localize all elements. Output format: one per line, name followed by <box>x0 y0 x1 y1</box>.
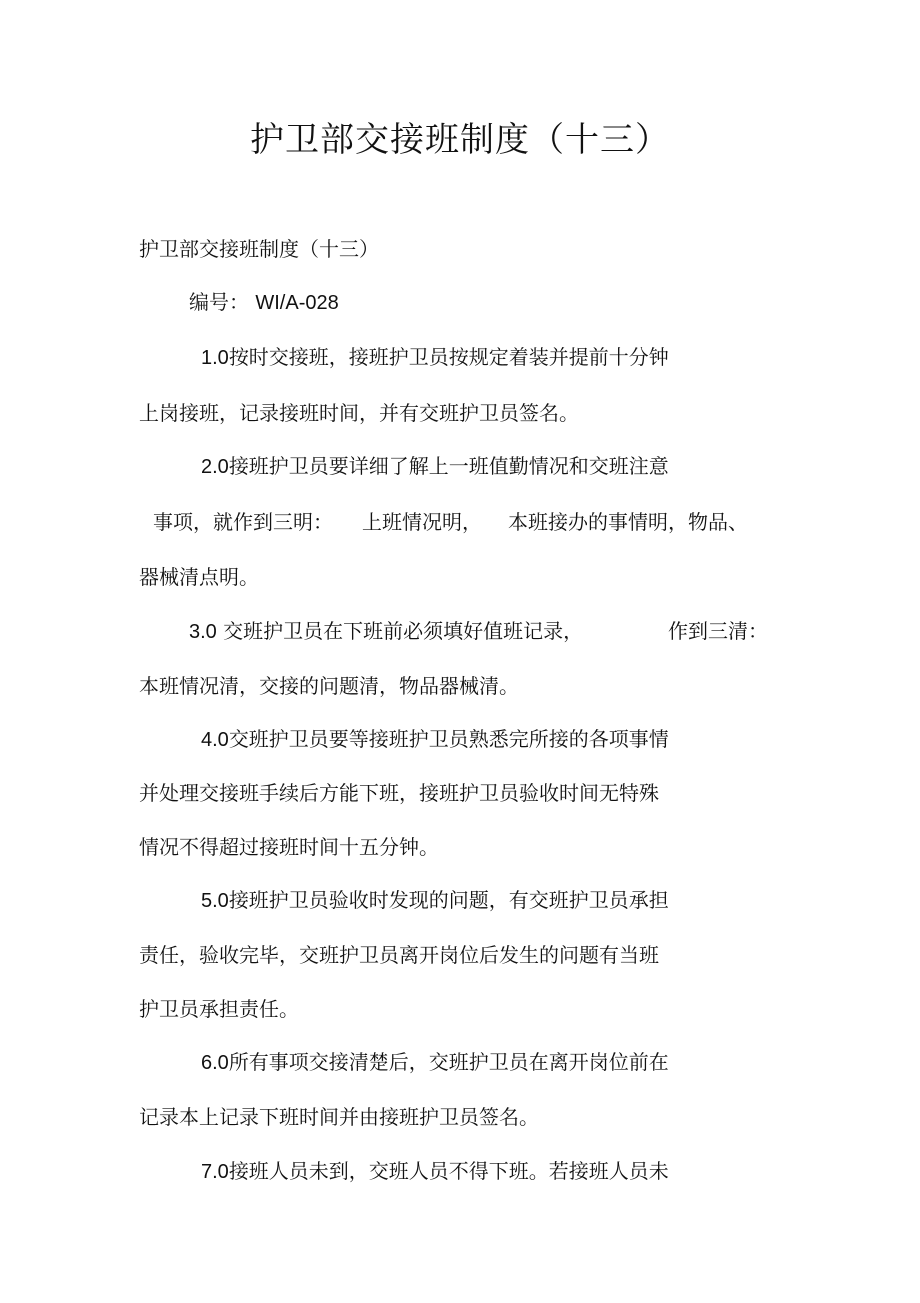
item-text: 交班护卫员在下班前必须填好值班记录， <box>223 619 584 643</box>
item-7-line-1 <box>201 1156 669 1187</box>
item-number: 3.0 <box>189 621 217 643</box>
item-number: 6.0 <box>201 1052 229 1074</box>
item-4-line-1 <box>201 724 669 755</box>
item-2-line-3: 器械清点明。 <box>139 565 259 589</box>
item-text: 接班人员未到，交班人员不得下班。若接班人员未 <box>228 1159 669 1183</box>
item-3-line-1 <box>189 616 583 647</box>
document-code <box>189 287 339 318</box>
item-number: 1.0 <box>201 347 229 369</box>
item-2-line-2a: 事项，就作到三明： <box>153 510 333 534</box>
item-text: 接班护卫员要详细了解上一班值勤情况和交班注意 <box>228 454 669 478</box>
item-2-line-2b: 上班情况明， <box>362 510 482 534</box>
item-5-line-1 <box>201 885 669 916</box>
item-5-line-3: 护卫员承担责任。 <box>139 997 299 1021</box>
item-number: 5.0 <box>201 890 229 912</box>
item-number: 7.0 <box>201 1161 229 1183</box>
item-6-line-2: 记录本上记录下班时间并由接班护卫员签名。 <box>139 1105 539 1129</box>
code-value: WI/A-028 <box>255 292 339 314</box>
item-3-line-1b: 作到三清： <box>668 619 768 643</box>
document-subtitle: 护卫部交接班制度（十三） <box>139 237 379 261</box>
item-text: 按时交接班，接班护卫员按规定着装并提前十分钟 <box>228 345 669 369</box>
document-title: 护卫部交接班制度（十三） <box>250 120 670 160</box>
item-3-line-2: 本班情况清，交接的问题清，物品器械清。 <box>139 674 519 698</box>
item-1-line-1 <box>201 342 669 373</box>
item-2-line-2c: 本班接办的事情明，物品、 <box>508 510 748 534</box>
item-number: 2.0 <box>201 456 229 478</box>
item-number: 4.0 <box>201 729 229 751</box>
item-4-line-2: 并处理交接班手续后方能下班，接班护卫员验收时间无特殊 <box>139 781 659 805</box>
item-2-line-1 <box>201 451 669 482</box>
item-6-line-1 <box>201 1047 669 1078</box>
item-1-line-2: 上岗接班，记录接班时间，并有交班护卫员签名。 <box>139 401 579 425</box>
item-text: 接班护卫员验收时发现的问题，有交班护卫员承担 <box>228 888 669 912</box>
code-label: 编号： <box>189 290 249 314</box>
item-text: 所有事项交接清楚后，交班护卫员在离开岗位前在 <box>228 1050 669 1074</box>
item-4-line-3: 情况不得超过接班时间十五分钟。 <box>139 835 439 859</box>
item-5-line-2: 责任，验收完毕，交班护卫员离开岗位后发生的问题有当班 <box>139 943 659 967</box>
item-text: 交班护卫员要等接班护卫员熟悉完所接的各项事情 <box>228 727 669 751</box>
